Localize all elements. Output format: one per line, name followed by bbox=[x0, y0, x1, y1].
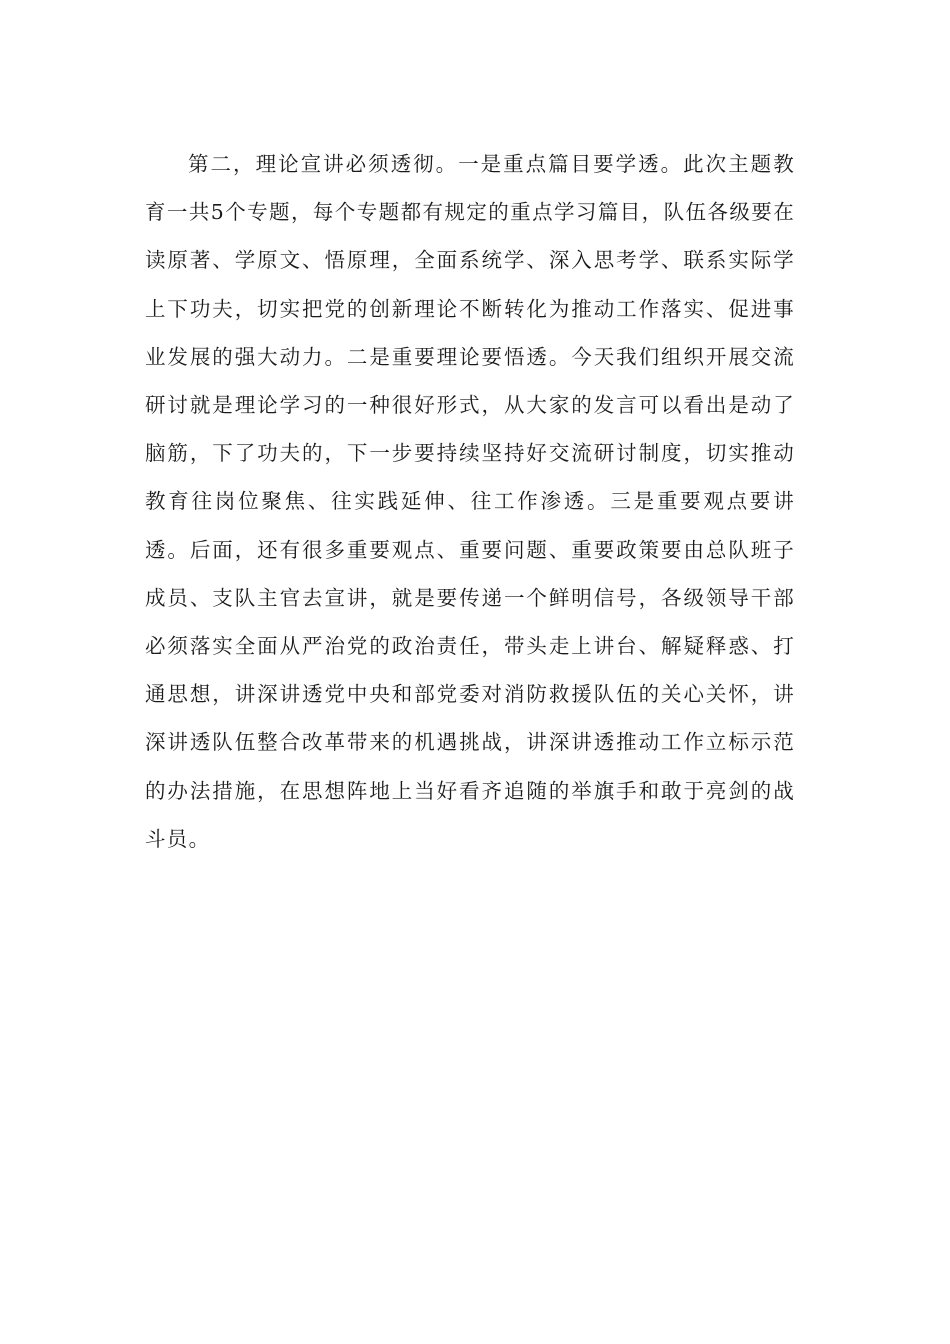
body-paragraph: 第二，理论宣讲必须透彻。一是重点篇目要学透。此次主题教育一共5个专题，每个专题都有规定的重点学习篇目，队伍各级要在读原著、学原文、悟原理，全面系统学、深入思考学、联系实际学上下功夫，切实把党的创新理论不断转化为推动工作落实、促进事业发展的强大动力。二是重要理论要悟透。今天我们组织开展交流研讨就是理论学习的一种很好形式，从大家的发言可以看出是动了脑筋，下了功夫的，下一步要持续坚持好交流研讨制度，切实推动教育往岗位聚焦、往实践延伸、往工作渗透。三是重要观点要讲透。后面，还有很多重要观点、重要问题、重要政策要由总队班子成员、支队主官去宣讲，就是要传递一个鲜明信号，各级领导干部必须落实全面从严治党的政治责任，带头走上讲台、解疑释惑、打通思想，讲深讲透党中央和部党委对消防救援队伍的关心关怀，讲深讲透队伍整合改革带来的机遇挑战，讲深讲透推动工作立标示范的办法措施，在思想阵地上当好看齐追随的举旗手和敢于亮剑的战斗员。 bbox=[145, 152, 795, 851]
